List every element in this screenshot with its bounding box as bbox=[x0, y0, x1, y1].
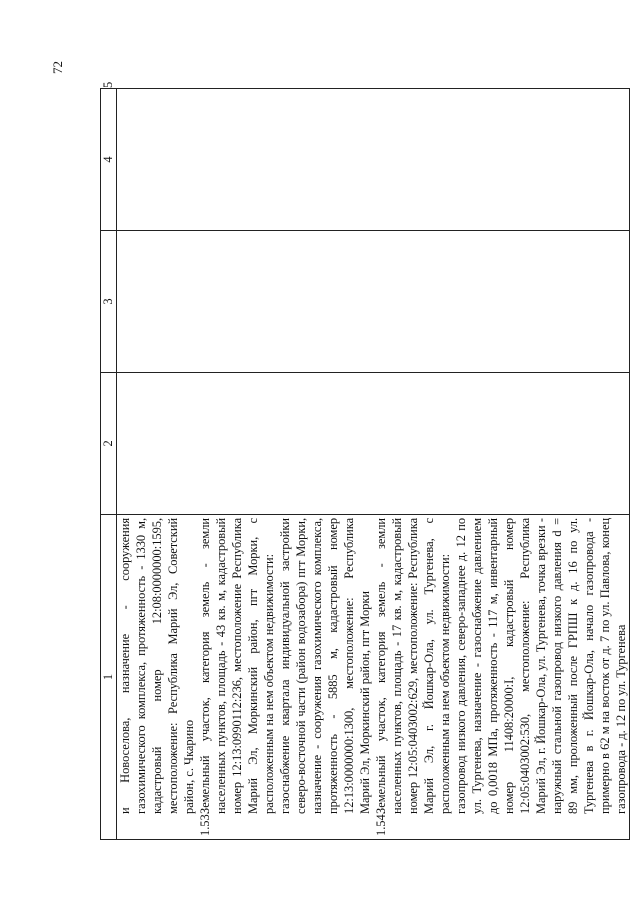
col-5-cell bbox=[117, 89, 630, 231]
item-text: Земельный участок, категория земель - земли населенных пунктов, площадь - 43 кв. м, кадастровый номер 12:13:0990112:236, местоположение Республика Марий Эл, Моркинский район, пгт Морки, с расположенным на нем объектом недвижимости: bbox=[198, 517, 276, 814]
list-item bbox=[373, 518, 629, 836]
page-number: 72 bbox=[50, 61, 65, 74]
header-col-4: 4 bbox=[101, 89, 117, 231]
header-col-2: 2 bbox=[101, 372, 117, 514]
description-cell bbox=[117, 514, 630, 839]
list-item bbox=[197, 518, 373, 836]
header-col-1: 1 bbox=[101, 514, 117, 839]
item-subtext: газопровод низкого давления, северо-западнее д. 12 по ул. Тургенева, назначение - газоснабжение давлением до 0,0018 МПа, протяженность - 117 м, инвентарный номер 11408:20000:I, кадастровый номер 12:05:0403002:530, местоположение: Республика Марий Эл, г. Йошкар-Ола, ул. Тургенева, точка врезки - наружный стальной газопровод низкого давления d = 89 мм, проложенный после ГРПШ к д. 16 по ул. Тургенева в г. Йошкар-Ола, начало газопровода - примерно в 62 м на восток от д. 7 по ул. Павлова, конец газопровода - д. 12 по ул. Тургенева bbox=[454, 517, 628, 814]
continuation-text: и Новоселова, назначение - сооружения газохимического комплекса, протяженность - 1330 м, кадастровый номер 12:08:0000000:1595, местоположение: Республика Марий Эл, Советский район, с. Чкарино bbox=[118, 517, 196, 814]
property-table bbox=[100, 81, 630, 840]
item-number: 1.53. bbox=[198, 811, 212, 836]
header-row: 1 2 3 4 5 bbox=[101, 89, 117, 840]
item-text: Земельный участок, категория земель - земли населенных пунктов, площадь - 17 кв. м, кадастровый номер 12:05:0403002:629, местоположение: Республика Марий Эл, г. Йошкар-Ола, ул. Тургенева, с расположенным на нем объектом недвижимости: bbox=[374, 517, 452, 814]
item-subtext: газоснабжение квартала индивидуальной застройки северо-восточной части (район водозабора) пгт Морки, назначение - сооружения газохимического комплекса, протяженность - 5885 м, кадастровый номер 12:13:0000000:1300, местоположение: Республика Марий Эл, Моркинский район, пгт Морки bbox=[278, 517, 372, 814]
header-col-3: 3 bbox=[101, 230, 117, 372]
rotated-table-wrapper bbox=[100, 81, 628, 840]
item-number: 1.54. bbox=[374, 811, 388, 836]
col-4-cell bbox=[117, 230, 630, 372]
table-row bbox=[117, 89, 630, 840]
col-3-cell bbox=[117, 372, 630, 514]
